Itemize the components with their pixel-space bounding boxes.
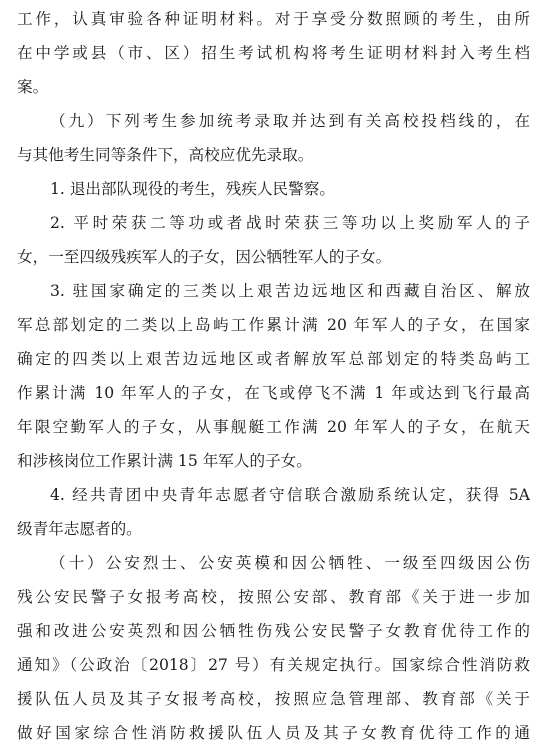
text-line: 和涉核岗位工作累计满 15 年军人的子女。 xyxy=(17,452,312,470)
text-line: 军总部划定的二类以上岛屿工作累计满 20 年军人的子女，在国家 xyxy=(17,316,530,334)
text-line: 3. 驻国家确定的三类以上艰苦边远地区和西藏自治区、解放 xyxy=(50,282,530,300)
text-line: 女，一至四级残疾军人的子女，因公牺牲军人的子女。 xyxy=(17,248,392,266)
text-line: 级青年志愿者的。 xyxy=(17,520,142,538)
text-line: 在中学或县（市、区）招生考试机构将考生证明材料封入考生档 xyxy=(17,44,530,62)
text-line: （十）公安烈士、公安英模和因公牺牲、一级至四级因公伤 xyxy=(50,554,530,572)
text-line: 作累计满 10 年军人的子女，在飞或停飞不满 1 年或达到飞行最高 xyxy=(17,384,530,402)
text-line: 年限空勤军人的子女，从事舰艇工作满 20 年军人的子女，在航天 xyxy=(17,418,530,436)
text-line: 确定的四类以上艰苦边远地区或者解放军总部划定的特类岛屿工 xyxy=(17,350,530,368)
text-line: 与其他考生同等条件下，高校应优先录取。 xyxy=(17,146,314,164)
text-line: 4. 经共青团中央青年志愿者守信联合激励系统认定，获得 5A xyxy=(50,486,530,504)
text-line: 工作，认真审验各种证明材料。对于享受分数照顾的考生，由所 xyxy=(17,10,530,28)
text-line: 通知》（公政治〔2018〕27 号）有关规定执行。国家综合性消防救 xyxy=(17,656,530,674)
text-line: （九）下列考生参加统考录取并达到有关高校投档线的，在 xyxy=(50,112,530,130)
text-line: 2. 平时荣获二等功或者战时荣获三等功以上奖励军人的子 xyxy=(50,214,530,232)
text-line: 残公安民警子女报考高校，按照公安部、教育部《关于进一步加 xyxy=(17,588,530,606)
text-line: 1. 退出部队现役的考生，残疾人民警察。 xyxy=(50,180,335,198)
text-line: 案。 xyxy=(17,78,49,96)
text-line: 强和改进公安英烈和因公牺牲伤残公安民警子女教育优待工作的 xyxy=(17,622,530,640)
text-line: 援队伍人员及其子女报考高校，按照应急管理部、教育部《关于 xyxy=(17,690,530,708)
text-line: 做好国家综合性消防救援队伍人员及其子女教育优待工作的通 xyxy=(17,724,530,742)
